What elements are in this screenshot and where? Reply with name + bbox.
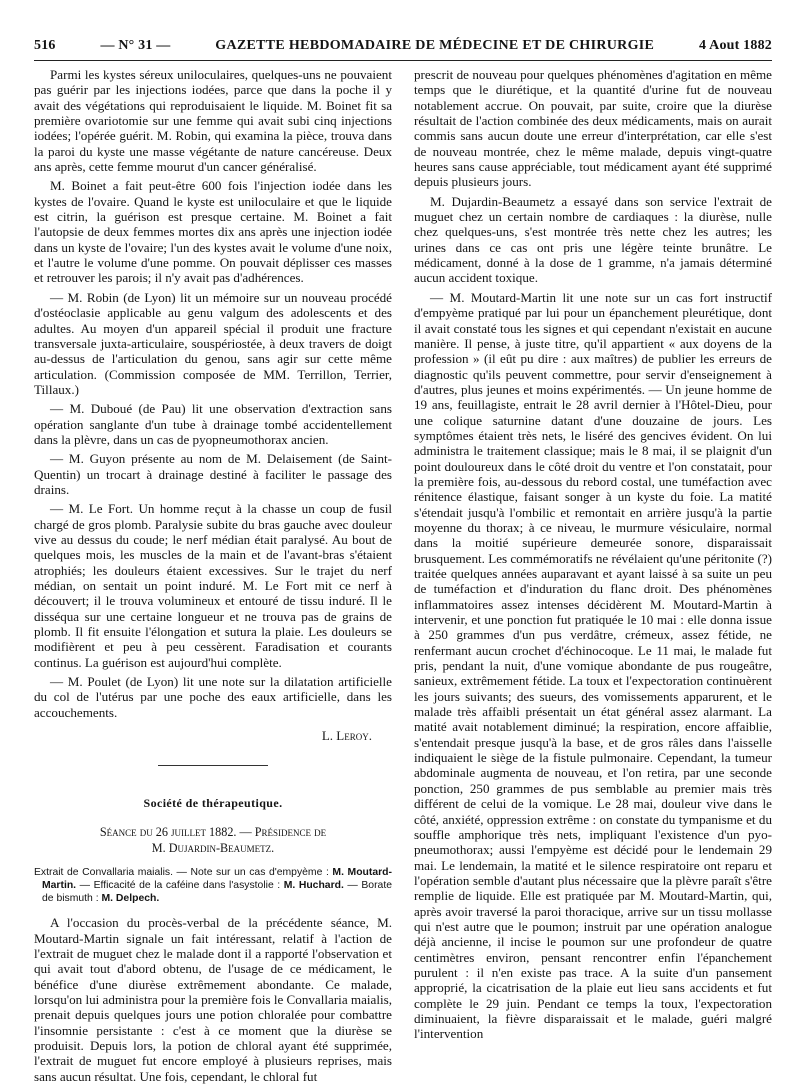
right-column xyxy=(414,67,772,1084)
paragraph: A l'occasion du procès-verbal de la précédente séance, M. Moutard-Martin signale un fait intéressant, relatif à l'action de l'extrait de muguet chez le malade dont il a rapporté l'observation et qui avait tout d'abord obtenu, de l'usage de ce médicament, le bénéfice d'une diurèse extrêmement abondante. Ce malade, lorsqu'on lui administra pour la première fois le Convallaria maialis, prenait depuis quelques jours une potion chloralée pour combattre l'insomnie persistante : c'est à ce moment que la diurèse se produisit. Depuis lors, la potion de chloral ayant été supprimée, l'extrait de muguet fut encore employé à plusieurs reprises, mais sans aucun résultat. Une fois, cependant, le chloral fut xyxy=(34,915,392,1084)
paragraph: — M. Duboué (de Pau) lit une observation d'extraction sans opération sanglante d'un tube à drainage tombé accidentellement dans la plèvre, dans un cas de pyopneumothorax ancien. xyxy=(34,401,392,447)
paragraph: — M. Moutard-Martin lit une note sur un cas fort instructif d'empyème pratiqué par lui pour un épanchement pleurétique, dont il avait constaté tous les signes et qui cependant n'existait en aucune manière. Il pense, à juste titre, qu'il appartient « aux doyens de la profession » (il eût pu dire : aux maîtres) de publier les erreurs de diagnostic qu'ils peuvent commettre, pour servir d'enseignement à d'autres, plus jeunes et moins expérimentés. — Un jeune homme de 19 ans, feuillagiste, entrait le 28 avril dernier à l'Hôtel-Dieu, pour une colique saturnine datant d'une douzaine de jours. Les symptômes étaient très nets, le liséré des gencives évident. On lui administra le traitement classique; mais le 8 mai, il se plaignit d'un point douloureux dans le côté droit du ventre et l'on constatait, pour la première fois, au-dessous du rebord costal, une tuméfaction avec rénitence élastique, faisant songer à un kyste du foie. La matité s'étendait jusqu'à l'ombilic et remontait en arrière jusqu'à la partie moyenne du thorax; à ce niveau, le murmure vésiculaire, normal dans la moitié supérieure demeurée sonore, disparaissait brusquement. Les commémoratifs ne révélaient qu'une péritonite (?) traitée quelques années auparavant et ayant laissé à sa suite un peu de tuméfaction et d'induration du flanc droit. Des phénomènes inflammatoires assez intenses décidèrent M. Moutard-Martin à intervenir, et une ponction fut pratiquée le 10 mai : elle donna issue à 250 grammes d'un pus verdâtre, crémeux, assez fétide, ne renfermant aucun crochet d'échinocoque. Le 11 mai, le malade fut pris, pendant la nuit, d'une vomique abondante de pus rougeâtre, sanieux, extrêmement fétide. La toux et l'expectoration continuèrent les jours suivants; des sueurs, des vomissements apparurent, et le malade très affaibli présentait un état général assez alarmant. La matité avait notablement diminué; la respiration, encore affaiblie, s'entendait presque jusqu'à la base, et de gros râles dans l'aisselle indiquaient le siège de la fistule pulmonaire. Cependant, la tumeur abdominale augmenta de nouveau, et l'on retira, par une seconde ponction, 250 grammes de pus semblable au premier mais très différent de celui de la vomique. Le 28 mai, douleur vive dans le côté, anxiété, oppression extrême : on constate du tympanisme et du souffle amphorique très nets, impliquant l'existence d'un pyo-pneumothorax; aussi l'empyème est décidé pour le lendemain 29 mai. Le lendemain, la matité et le silence respiratoire ont reparu et l'opération semble d'autant plus nécessaire que la plèvre paraît s'être remplie de liquide. Elle est pratiquée par M. Moutard-Martin, qui, après avoir traversé la paroi thoracique, arrive sur un tissu mollasse qui n'est autre que le poumon; instruit par une opération analogue déjà ancienne, il incise le poumon sur une profondeur de quatre centimètres environ, pensant rencontrer enfin l'épanchement purulent : il n'en existe pas trace. A la suite d'un pansement approprié, la cicatrisation de la plaie eut lieu sans accidents et fut complète le 29 juin. Pendant ce temps la toux, l'expectoration diminuaient, la fièvre disparaissait et le malade, guéri malgré l'intervention xyxy=(414,289,772,1042)
session-summary xyxy=(34,866,392,906)
paragraph: M. Boinet a fait peut-être 600 fois l'injection iodée dans les kystes de l'ovaire. Quand le kyste est uniloculaire et que le liquide est citrin, la guérison est presque certaine. M. Boinet a fait l'autopsie de deux femmes mortes dix ans après une injection iodée dans un kyste de l'ovaire; l'un des kystes avait le volume d'une noix, et l'autre le volume d'une pomme. On pouvait déplisser ces masses et retrouver les parois; il n'y avait pas d'adhérences. xyxy=(34,178,392,286)
section-divider xyxy=(158,765,268,766)
paragraph: M. Dujardin-Beaumetz a essayé dans son service l'extrait de muguet chez un certain nombre de cardiaques : la diurèse, nulle chez quelques-uns, s'est montrée très nette chez les autres; les urines dans ce cas ont pris une légère teinte brunâtre. Le médicament, donné à la dose de 1 gramme, n'a jamais déterminé aucun accident toxique. xyxy=(414,193,772,286)
seance-heading xyxy=(34,824,392,856)
seance-line-2: M. Dujardin-Beaumetz. xyxy=(151,840,275,855)
page-number: 516 xyxy=(34,38,56,53)
issue-number: — N° 31 — xyxy=(100,38,171,53)
paragraph: — M. Le Fort. Un homme reçut à la chasse un coup de fusil chargé de gros plomb. Paralysie subite du bras gauche avec douleur vive au dessus du coude; le nerf médian était paralysé. Au bout de quelques mois, les muscles de la main et de l'avant-bras s'étaient atrophiés; les douleurs étaient excessives. Sur le trajet du nerf médian, on sentait un point induré. M. Le Fort mit ce nerf à découvert; il le trouva volumineux et entouré de tissu induré. Il le disséqua sur une certaine longueur et ne trouva pas de grains de plomb. Il fit ensuite l'élongation et sutura la plaie. Les douleurs se modifièrent et peu à peu cessèrent. Faradisation et courants continus. La guérison est aujourd'hui complète. xyxy=(34,501,392,670)
paragraph: — M. Poulet (de Lyon) lit une note sur la dilatation artificielle du col de l'utérus par une poche des eaux artificielle, dans les accouchements. xyxy=(34,674,392,720)
summary-author: M. Delpech. xyxy=(101,893,160,905)
author-signature: L. Leroy. xyxy=(321,728,372,744)
paragraph: — M. Guyon présente au nom de M. Delaisement (de Saint-Quentin) un trocart à drainage destiné à faciliter le passage des drains. xyxy=(34,451,392,497)
left-column xyxy=(34,67,392,1084)
summary-author: M. Huchard. xyxy=(283,879,344,891)
paragraph: prescrit de nouveau pour quelques phénomènes d'agitation en même temps que le diurétique, et la quantité d'urine fut de nouveau notablement accrue. On pouvait, par suite, croire que la diurèse résultait de l'action combinée des deux médicaments, mais on aurait commis sans aucun doute une erreur d'interprétation, car elle s'est de nouveau montrée, chez le même malade, depuis vingt-quatre heures sans cause appréciable, tout médicament ayant été supprimé depuis plusieurs jours. xyxy=(414,67,772,190)
summary-text: Extrait de Convallaria maialis. — Note sur un cas d'empyème : xyxy=(34,866,333,878)
section-title: Société de thérapeutique. xyxy=(143,796,283,811)
paragraph: Parmi les kystes séreux uniloculaires, quelques-uns ne pouvaient pas guérir par les injections iodées, parce que dans la poche il y avait des végétations qui reproduisaient le liquide. M. Boinet fit sa première ovariotomie sur une femme qui avait subi cinq injections iodées; l'opérée guérit. M. Robin, qui examina la pièce, trouva dans la paroi du kyste une masse végétante de nature cancéreuse. Deux ans après, cette femme mourut d'un cancer généralisé. xyxy=(34,67,392,175)
paragraph: — M. Robin (de Lyon) lit un mémoire sur un nouveau procédé d'ostéoclasie applicable au genu valgum des adolescents et des adultes. Au moyen d'un appareil spécial il produit une fracture transversale juxta-articulaire, souspériostée, à deux travers de doigt au-dessus de l'articulation du genou, sans agir sur cette même articulation. (Commission composée de MM. Terrillon, Terrier, Tillaux.) xyxy=(34,289,392,397)
summary-author: M. Moutard-Martin. xyxy=(42,866,392,891)
summary-text: — Efficacité de la caféine dans l'asystolie : xyxy=(76,879,284,891)
journal-title: GAZETTE HEBDOMADAIRE DE MÉDECINE ET DE CHIRURGIE xyxy=(215,38,655,53)
page xyxy=(34,38,772,1084)
summary-text: — Borate de bismuth : xyxy=(42,879,392,905)
running-header xyxy=(34,38,772,61)
seance-line-1: Séance du 26 juillet 1882. — Présidence de xyxy=(99,824,327,839)
issue-date: 4 Aout 1882 xyxy=(699,38,772,53)
two-column-body xyxy=(34,67,772,1084)
